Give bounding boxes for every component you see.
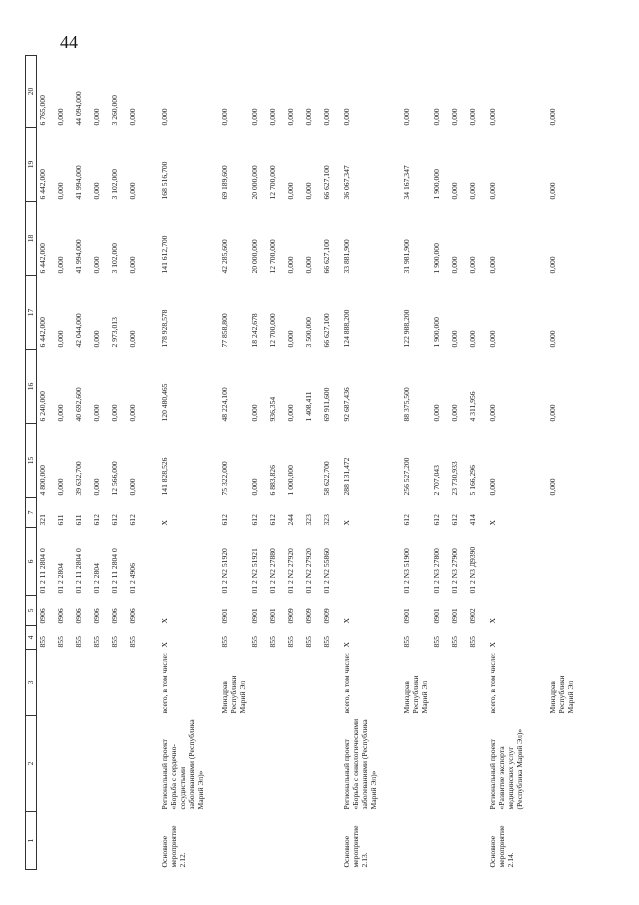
- table-row: [431, 56, 449, 870]
- data-cell: 612: [267, 514, 277, 526]
- data-cell: 01 2 N3 27900: [449, 548, 459, 594]
- text-cell: всего, в том числе:: [341, 653, 351, 714]
- data-cell: 77 858,800: [219, 313, 229, 348]
- text-cell: Минздрав Республики Марий Эл: [401, 675, 429, 714]
- data-cell: 0,000: [127, 330, 137, 348]
- text-cell: [219, 716, 249, 812]
- text-cell: [219, 812, 249, 870]
- header-cell: 19: [26, 128, 37, 202]
- data-cell: 0,000: [127, 256, 137, 274]
- data-cell: 0,000: [285, 404, 295, 422]
- text-cell: [109, 716, 127, 812]
- text-cell: [401, 716, 431, 812]
- data-cell: X: [487, 642, 497, 648]
- table-row: [249, 56, 267, 870]
- data-cell: 321: [38, 514, 47, 526]
- text-cell: [73, 716, 91, 812]
- data-cell: 855: [249, 636, 259, 648]
- data-cell: 01 2 N3 51900: [401, 548, 411, 594]
- data-cell: 3 500,000: [303, 317, 313, 348]
- data-cell: 0902: [467, 608, 477, 624]
- data-cell: 20 000,000: [249, 239, 259, 274]
- data-cell: 01 2 4906: [127, 563, 137, 594]
- text-cell: [449, 812, 467, 870]
- data-cell: 611: [73, 514, 83, 526]
- data-cell: 01 2 N3 Д9390: [467, 546, 477, 594]
- data-cell: 323: [303, 514, 313, 526]
- data-cell: 0,000: [285, 330, 295, 348]
- data-cell: 01 2 N2 51921: [249, 548, 259, 594]
- text-cell: Региональный проект «Борьба с онкологическими заболеваниями (Республика Марий Эл)»: [341, 718, 378, 810]
- header-cell: 15: [26, 424, 37, 498]
- text-cell: [467, 650, 487, 716]
- data-cell: 58 622,700: [321, 461, 331, 496]
- data-cell: 0,000: [91, 478, 101, 496]
- data-cell: 0,000: [449, 256, 459, 274]
- data-cell: 414: [467, 514, 477, 526]
- data-cell: 0901: [431, 608, 441, 624]
- data-cell: 0906: [55, 608, 65, 624]
- data-cell: 0,000: [285, 108, 295, 126]
- text-cell: [249, 716, 267, 812]
- data-cell: 1 408,411: [303, 391, 313, 422]
- data-cell: 0906: [127, 608, 137, 624]
- data-cell: 323: [321, 514, 331, 526]
- data-cell: 01 2 2804: [91, 563, 101, 594]
- data-cell: 0,000: [91, 330, 101, 348]
- data-cell: X: [487, 520, 497, 526]
- header-cell: 20: [26, 56, 37, 128]
- data-cell: [547, 626, 587, 650]
- data-cell: 31 981,900: [401, 239, 411, 274]
- data-cell: 244: [285, 514, 295, 526]
- text-cell: [73, 812, 91, 870]
- data-cell: [159, 528, 219, 596]
- data-cell: 0,000: [467, 256, 477, 274]
- data-cell: X: [341, 520, 351, 526]
- data-cell: 612: [401, 514, 411, 526]
- data-cell: 0,000: [55, 108, 65, 126]
- data-cell: 0,000: [547, 256, 557, 274]
- data-cell: 0,000: [449, 330, 459, 348]
- data-cell: 12 700,000: [267, 165, 277, 200]
- data-cell: 0,000: [303, 182, 313, 200]
- data-cell: 44 094,000: [73, 91, 83, 126]
- data-cell: 41 994,000: [73, 165, 83, 200]
- data-cell: 0,000: [467, 330, 477, 348]
- data-cell: 124 888,200: [341, 309, 351, 348]
- data-cell: 3 260,000: [109, 95, 119, 126]
- data-cell: 0,000: [55, 182, 65, 200]
- data-cell: 0,000: [547, 330, 557, 348]
- data-cell: 01 2 2804: [55, 563, 65, 594]
- data-cell: 611: [55, 514, 65, 526]
- data-cell: 0906: [109, 608, 119, 624]
- data-cell: 12 700,000: [267, 239, 277, 274]
- data-cell: 936,354: [267, 396, 277, 422]
- data-cell: 855: [73, 636, 83, 648]
- data-cell: 0901: [401, 608, 411, 624]
- text-cell: [91, 812, 109, 870]
- data-cell: [341, 528, 401, 596]
- data-cell: 0,000: [127, 108, 137, 126]
- data-cell: [547, 498, 587, 528]
- data-cell: 0909: [285, 608, 295, 624]
- data-cell: 0906: [91, 608, 101, 624]
- data-cell: 0,000: [249, 478, 259, 496]
- data-cell: 3 102,000: [109, 169, 119, 200]
- text-cell: [401, 812, 431, 870]
- data-cell: 88 375,500: [401, 387, 411, 422]
- table-row: [401, 56, 431, 870]
- data-cell: 0906: [73, 608, 83, 624]
- text-cell: Основное мероприятие 2.14.: [487, 825, 515, 868]
- text-cell: [55, 716, 73, 812]
- data-cell: 01 2 N2 27880: [267, 548, 277, 594]
- text-cell: [73, 650, 91, 716]
- data-cell: 0,000: [341, 108, 351, 126]
- text-cell: [321, 650, 341, 716]
- data-cell: 855: [303, 636, 313, 648]
- data-cell: 0,000: [467, 182, 477, 200]
- data-cell: [303, 424, 321, 498]
- data-cell: 0,000: [55, 404, 65, 422]
- data-cell: 0,000: [431, 404, 441, 422]
- text-cell: [321, 812, 341, 870]
- data-cell: 20 000,000: [249, 165, 259, 200]
- data-cell: 0901: [449, 608, 459, 624]
- data-cell: 178 928,578: [159, 309, 169, 348]
- data-cell: X: [341, 618, 351, 624]
- text-cell: [467, 812, 487, 870]
- data-cell: 0,000: [449, 108, 459, 126]
- data-cell: 2 973,013: [109, 317, 119, 348]
- data-cell: 0,000: [249, 108, 259, 126]
- text-cell: [285, 716, 303, 812]
- data-cell: 01 2 N2 51920: [219, 548, 229, 594]
- data-cell: 01 2 N2 55860: [321, 548, 331, 594]
- data-cell: 01 2 N3 27800: [431, 548, 441, 594]
- header-cell: 17: [26, 276, 37, 350]
- table-row: [285, 56, 303, 870]
- table-row: [37, 56, 55, 870]
- data-cell: 42 285,600: [219, 239, 229, 274]
- data-cell: 0901: [267, 608, 277, 624]
- text-cell: [267, 812, 285, 870]
- data-cell: 0,000: [449, 182, 459, 200]
- data-cell: 01 2 11 2804 0: [38, 548, 47, 594]
- header-cell: 16: [26, 350, 37, 424]
- data-cell: 256 527,200: [401, 457, 411, 496]
- text-cell: [467, 716, 487, 812]
- data-cell: 75 322,000: [219, 461, 229, 496]
- data-cell: 6 442,000: [38, 243, 47, 274]
- data-cell: 18 242,678: [249, 313, 259, 348]
- data-cell: 1 900,000: [431, 317, 441, 348]
- data-cell: 0,000: [547, 182, 557, 200]
- text-cell: [303, 650, 321, 716]
- data-cell: 0,000: [487, 478, 497, 496]
- data-cell: 0,000: [249, 404, 259, 422]
- text-cell: [37, 650, 55, 716]
- data-cell: 01 2 N2 27920: [285, 548, 295, 594]
- data-cell: 34 167,347: [401, 165, 411, 200]
- data-cell: 6 442,000: [38, 317, 47, 348]
- data-cell: 1 000,000: [285, 465, 295, 496]
- text-cell: [91, 650, 109, 716]
- budget-table: [25, 55, 587, 870]
- data-cell: 4 311,956: [467, 391, 477, 422]
- data-cell: 855: [91, 636, 101, 648]
- table-row: [267, 56, 285, 870]
- data-cell: 612: [91, 514, 101, 526]
- data-cell: X: [159, 520, 169, 526]
- header-cell: 7: [26, 498, 37, 528]
- data-cell: 855: [321, 636, 331, 648]
- text-cell: [55, 812, 73, 870]
- data-cell: 0,000: [55, 330, 65, 348]
- data-cell: 141 828,526: [159, 457, 169, 496]
- data-cell: 0,000: [55, 256, 65, 274]
- text-cell: [267, 650, 285, 716]
- table-row: [159, 56, 219, 870]
- text-cell: [249, 650, 267, 716]
- data-cell: 855: [55, 636, 65, 648]
- text-cell: [37, 812, 55, 870]
- text-cell: всего, в том числе:: [159, 653, 169, 714]
- data-cell: 612: [127, 514, 137, 526]
- data-cell: 122 988,200: [401, 309, 411, 348]
- data-cell: 0,000: [487, 404, 497, 422]
- data-cell: 0,000: [547, 478, 557, 496]
- data-cell: 0,000: [159, 108, 169, 126]
- data-cell: 0,000: [91, 404, 101, 422]
- data-cell: 0,000: [285, 182, 295, 200]
- data-cell: 855: [431, 636, 441, 648]
- text-cell: [285, 650, 303, 716]
- data-cell: 69 189,600: [219, 165, 229, 200]
- table-row: [341, 56, 401, 870]
- header-cell: 4: [26, 626, 37, 650]
- data-cell: 855: [109, 636, 119, 648]
- text-cell: [109, 650, 127, 716]
- data-cell: 0,000: [127, 182, 137, 200]
- text-cell: [127, 716, 159, 812]
- text-cell: Минздрав Республики Марий Эл: [547, 675, 575, 714]
- data-cell: 120 480,465: [159, 383, 169, 422]
- data-cell: 0,000: [303, 256, 313, 274]
- data-cell: 01 2 11 2804 0: [109, 548, 119, 594]
- text-cell: Основное мероприятие 2.13.: [341, 825, 369, 868]
- data-cell: 0901: [219, 608, 229, 624]
- data-cell: 6 765,000: [38, 95, 47, 126]
- data-cell: 0909: [321, 608, 331, 624]
- header-cell: 5: [26, 596, 37, 626]
- text-cell: [431, 650, 449, 716]
- data-cell: 612: [109, 514, 119, 526]
- text-cell: Региональный проект «Борьба с сердечно-сосудистыми заболеваниями (Республика Марий Эл)»: [159, 719, 205, 810]
- data-cell: 0,000: [449, 404, 459, 422]
- data-cell: 0,000: [487, 256, 497, 274]
- data-cell: 0,000: [321, 108, 331, 126]
- data-cell: 0,000: [303, 108, 313, 126]
- data-cell: X: [159, 618, 169, 624]
- data-cell: 0,000: [431, 108, 441, 126]
- data-cell: 168 516,700: [159, 161, 169, 200]
- data-cell: 612: [449, 514, 459, 526]
- header-row: [26, 56, 37, 870]
- data-cell: 36 067,347: [341, 165, 351, 200]
- data-cell: 612: [431, 514, 441, 526]
- data-cell: 0,000: [55, 478, 65, 496]
- data-cell: 1 900,000: [431, 169, 441, 200]
- table-row: [547, 56, 587, 870]
- text-cell: [431, 812, 449, 870]
- data-cell: 855: [267, 636, 277, 648]
- data-cell: 3 102,000: [109, 243, 119, 274]
- data-cell: 0,000: [91, 108, 101, 126]
- text-cell: [303, 812, 321, 870]
- data-cell: X: [487, 618, 497, 624]
- table-row: [321, 56, 341, 870]
- text-cell: [249, 812, 267, 870]
- data-cell: 0,000: [547, 108, 557, 126]
- text-cell: Региональный проект «Развитие экспорта медицинских услуг (Республика Марий Эл)»: [487, 728, 524, 810]
- data-cell: 66 627,100: [321, 239, 331, 274]
- table-row: [303, 56, 321, 870]
- data-cell: 12 700,000: [267, 313, 277, 348]
- table-row: [91, 56, 109, 870]
- data-cell: 01 2 11 2804 0: [73, 548, 83, 594]
- data-cell: 6 883,826: [267, 465, 277, 496]
- table-row: [55, 56, 73, 870]
- page-number: 44: [60, 32, 78, 52]
- data-cell: 40 692,600: [73, 387, 83, 422]
- data-cell: 6 240,000: [38, 391, 47, 422]
- data-cell: 0,000: [467, 108, 477, 126]
- text-cell: [431, 716, 449, 812]
- data-cell: 0,000: [487, 330, 497, 348]
- data-cell: 0,000: [109, 404, 119, 422]
- data-cell: 92 687,436: [341, 387, 351, 422]
- data-cell: 6 442,000: [38, 169, 47, 200]
- data-cell: 42 044,000: [73, 313, 83, 348]
- text-cell: [127, 650, 159, 716]
- data-cell: 0,000: [219, 108, 229, 126]
- text-cell: Основное мероприятие 2.12.: [159, 825, 187, 868]
- data-cell: [547, 528, 587, 596]
- data-cell: 33 881,900: [341, 239, 351, 274]
- data-cell: 855: [127, 636, 137, 648]
- data-cell: 39 632,700: [73, 461, 83, 496]
- text-cell: [55, 650, 73, 716]
- text-cell: [127, 812, 159, 870]
- text-cell: [547, 812, 587, 870]
- data-cell: 855: [449, 636, 459, 648]
- data-cell: 4 800,000: [38, 465, 47, 496]
- text-cell: [303, 716, 321, 812]
- data-cell: 612: [219, 514, 229, 526]
- data-cell: 0,000: [91, 182, 101, 200]
- text-cell: [547, 716, 587, 812]
- data-cell: 0,000: [487, 108, 497, 126]
- data-cell: 0909: [303, 608, 313, 624]
- text-cell: [449, 716, 467, 812]
- text-cell: [109, 812, 127, 870]
- header-cell: 18: [26, 202, 37, 276]
- data-cell: 66 627,100: [321, 165, 331, 200]
- table-row: [73, 56, 91, 870]
- table-row: [467, 56, 487, 870]
- table-row: [109, 56, 127, 870]
- data-cell: 12 566,000: [109, 461, 119, 496]
- header-cell: 3: [26, 650, 37, 716]
- data-cell: 0901: [249, 608, 259, 624]
- table-row: [487, 56, 547, 870]
- data-cell: [487, 528, 547, 596]
- header-cell: 2: [26, 716, 37, 812]
- table-body: [37, 56, 587, 870]
- data-cell: 2 707,043: [431, 465, 441, 496]
- data-cell: [547, 596, 587, 626]
- data-cell: 01 2 N2 27920: [303, 548, 313, 594]
- data-cell: 0,000: [127, 404, 137, 422]
- data-cell: 1 900,000: [431, 243, 441, 274]
- table-row: [449, 56, 467, 870]
- data-cell: X: [159, 642, 169, 648]
- table-row: [127, 56, 159, 870]
- data-cell: 5 166,296: [467, 465, 477, 496]
- data-cell: 288 131,472: [341, 457, 351, 496]
- data-cell: 0,000: [285, 256, 295, 274]
- data-cell: 48 224,100: [219, 387, 229, 422]
- budget-table-rotated: [25, 56, 575, 870]
- text-cell: [37, 716, 55, 812]
- data-cell: 855: [401, 636, 411, 648]
- data-cell: 0,000: [267, 108, 277, 126]
- text-cell: [267, 716, 285, 812]
- data-cell: 0,000: [547, 404, 557, 422]
- data-cell: 41 994,000: [73, 239, 83, 274]
- data-cell: 855: [219, 636, 229, 648]
- data-cell: 141 612,700: [159, 235, 169, 274]
- data-cell: 0,000: [91, 256, 101, 274]
- data-cell: 855: [38, 636, 47, 648]
- data-cell: 66 627,100: [321, 313, 331, 348]
- data-cell: 0906: [38, 608, 47, 624]
- data-cell: 855: [285, 636, 295, 648]
- data-cell: 0,000: [127, 478, 137, 496]
- data-cell: X: [341, 642, 351, 648]
- text-cell: [449, 650, 467, 716]
- data-cell: 0,000: [401, 108, 411, 126]
- text-cell: всего, в том числе:: [487, 653, 497, 714]
- data-cell: 612: [249, 514, 259, 526]
- text-cell: [321, 716, 341, 812]
- table-row: [219, 56, 249, 870]
- data-cell: 23 730,933: [449, 461, 459, 496]
- header-cell: 1: [26, 812, 37, 870]
- data-cell: 855: [467, 636, 477, 648]
- text-cell: Минздрав Республики Марий Эл: [219, 675, 247, 714]
- header-cell: 6: [26, 528, 37, 596]
- data-cell: 0,000: [487, 182, 497, 200]
- text-cell: [285, 812, 303, 870]
- text-cell: [91, 716, 109, 812]
- data-cell: 69 911,600: [321, 387, 331, 422]
